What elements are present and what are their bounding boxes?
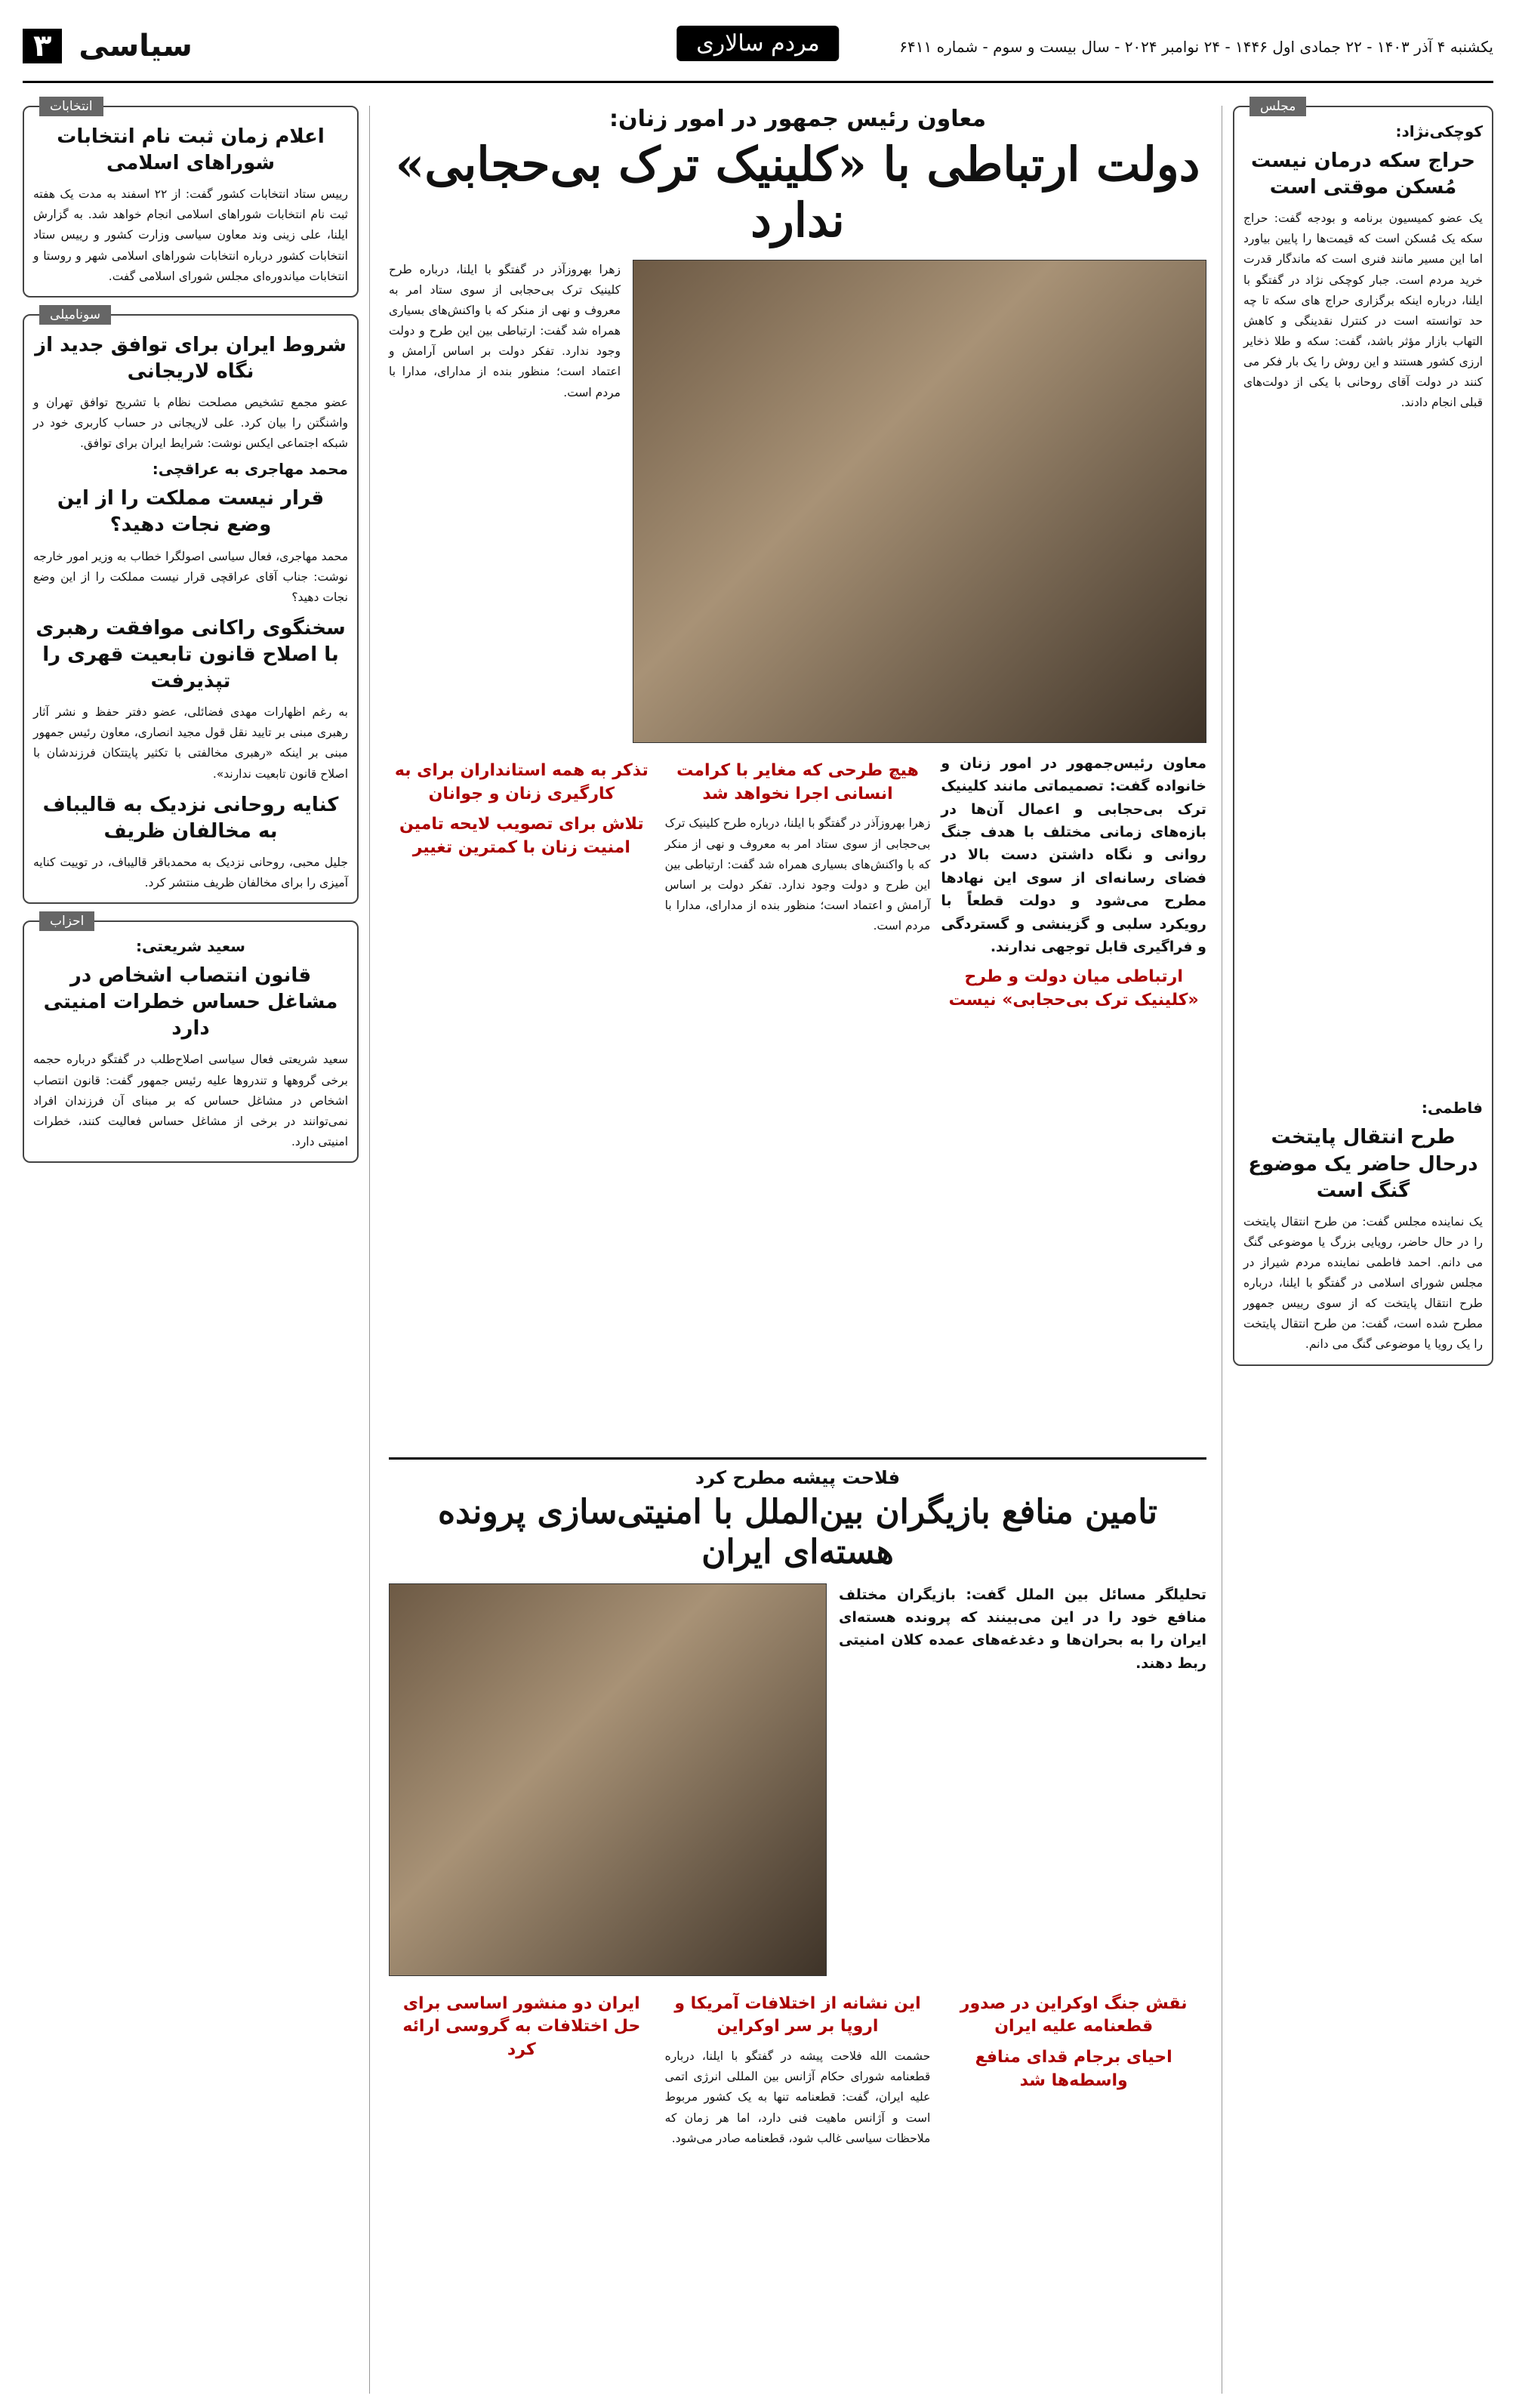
lead-headline[interactable]: دولت ارتباطی با «کلینیک ترک بی‌حجابی» ندارد xyxy=(395,137,1200,248)
newspaper-page xyxy=(23,15,1493,2394)
article-kicker: فلاحت پیشه مطرح کرد xyxy=(695,1467,901,1488)
article-title[interactable]: سخنگوی راکانی موافقت رهبری با اصلاح قانون تابعیت قهری را تپذیرفت xyxy=(35,616,346,693)
article-body: زهرا بهروزآذر در گفتگو با ایلنا، درباره طرح کلینیک ترک بی‌حجابی از سوی ستاد امر به معروف و نهی از منکر که با واکنش‌های بسیاری همراه شد گفت: ارتباطی بین این طرح و دولت وجود ندارد. تفکر دولت بر اساس آرامش و اعتماد است؛ منظور بنده از مدارای، مدارا با مردم است. xyxy=(664,816,931,933)
article-photo[interactable] xyxy=(389,1583,827,1976)
article-body: عضو مجمع تشخیص مصلحت نظام با تشریح توافق تهران و واشنگتن را بیان کرد. علی لاریجانی در حساب کاربری خود در شبکه اجتماعی ایکس نوشت: شرایط ایران برای توافق. xyxy=(33,396,348,451)
lead-columns xyxy=(389,752,1206,1020)
subheading: این نشانه از اختلافات آمریکا و اروپا بر سر اوکراین xyxy=(674,1993,921,2036)
article-body: به رغم اظهارات مهدی فضائلی، عضو دفتر حفظ و نشر آثار رهبری مبنی بر تایید نقل قول مجید انصاری، معاون رئیس جمهور مبنی بر اینکه «رهبری مخالفتی با تکثیر پایتتکان فرزندشان با اصلاح قانون تابعیت ندارند». xyxy=(33,705,348,781)
article-title[interactable]: اعلام زمان ثبت نام انتخابات شوراهای اسلامی xyxy=(57,125,325,175)
parties-box xyxy=(23,914,359,1163)
article-kicker: سعید شریعتی: xyxy=(136,937,245,956)
lead-kicker: معاون رئیس جمهور در امور زنان: xyxy=(609,106,987,132)
page-number: ۳ xyxy=(23,29,62,63)
subheading: تذکر به همه استانداران برای به کارگیری زنان و جوانان xyxy=(394,760,649,803)
main-column xyxy=(389,106,1206,2394)
tsunami-box xyxy=(23,307,359,904)
subheading: تلاش برای تصویب لایحه تامین امنیت زنان با کمترین تغییر xyxy=(399,815,644,858)
article-headline[interactable]: تامین منافع بازیگران بین‌الملل با امنیتی‌سازی پرونده هسته‌ای ایران xyxy=(438,1493,1157,1571)
article-body: یک نماینده مجلس گفت: من طرح انتقال پایتخت را در حال حاضر، رویایی بزرگ یا موضوعی گنگ می دانم. احمد فاطمی نماینده مردم شیراز در مجلس شورای اسلامی در گفتگو با ایلنا، درباره طرح انتقال پایتخت که از سوی رییس جمهور مطرح شده است، گفت: من طرح انتقال پایتخت را یک رویا یا موضوعی گنگ می دانم. xyxy=(1243,1214,1483,1352)
article-title[interactable]: قانون انتصاب اشخاص در مشاغل حساس خطرات امنیتی دارد xyxy=(43,964,338,1041)
subheading: هیچ طرحی که مغایر با کرامت انسانی اجرا نخواهد شد xyxy=(676,760,919,803)
right-column xyxy=(1222,99,1493,2394)
majlis-box xyxy=(1233,99,1493,1366)
article-title[interactable]: حراج سکه درمان نیست مُسکن موقتی است xyxy=(1251,150,1475,199)
elections-box xyxy=(23,99,359,298)
section-tag: احزاب xyxy=(39,911,94,931)
subheading: نقش جنگ اوکراین در صدور قطعنامه علیه ایران xyxy=(960,1993,1188,2036)
masthead xyxy=(23,15,1493,83)
second-top xyxy=(389,1583,1206,1976)
article-body: سعید شریعتی فعال سیاسی اصلاح‌طلب در گفتگو درباره حجمه برخی گروهها و تندروها علیه رئیس جمهور گفت: قانون انتصاب اشخاص در مشاغل حساس که بر مبنای آن فرزندان افراد نمی‌توانند در برخی از مشاغل حساس فعالیت کنند، خطرات امنیتی دارد. xyxy=(33,1053,348,1149)
article-kicker: کوچکی‌نژاد: xyxy=(1395,122,1483,140)
lead-photo[interactable] xyxy=(633,260,1206,743)
article-body: یک عضو کمیسیون برنامه و بودجه گفت: حراج سکه یک مُسکن است که قیمت‌ها را پایین بیاورد اما این مسیر مانند فنری است که ماندگار قدرت خرید مردم است. جبار کوچکی نژاد در گفتگو با ایلنا، درباره اینکه برگزاری حراج های سکه تا چه حد توانسته است در کنترل نقدینگی و کاهش التهاب بازار مؤثر باشد، گفت: سکه و طلا ذخایر ارزی کشور هستند و این روش را یک بار فکر می کنند در دولت آقای روحانی با یکی از دولت‌های قبلی انجام دادند. xyxy=(1243,211,1483,410)
article-body: محمد مهاجری، فعال سیاسی اصولگرا خطاب به وزیر امور خارجه نوشت: جناب آقای عراقچی قرار نیست مملکت را از این وضع نجات دهید؟ xyxy=(33,549,348,604)
article-body: جلیل محبی، روحانی نزدیک به محمدباقر قالیباف، در توییت کنایه آمیزی را برای مخالفان ظریف منتشر کرد. xyxy=(33,855,348,890)
subheading: ارتباطی میان دولت و طرح «کلینیک ترک بی‌حجابی» نیست xyxy=(948,967,1199,1010)
article-title[interactable]: قرار نیست مملکت را از این وضع نجات دهید؟ xyxy=(57,487,325,537)
article-kicker: فاطمی: xyxy=(1421,1099,1483,1118)
lead-body-top: زهرا بهروزآذر در گفتگو با ایلنا، درباره طرح کلینیک ترک بی‌حجابی از سوی ستاد امر به معروف و نهی از منکر که با واکنش‌های بسیاری همراه شد گفت: ارتباطی بین این طرح و دولت وجود ندارد. تفکر دولت بر اساس آرامش و اعتماد است؛ منظور بنده از مدارای، مدارا با مردم است. xyxy=(389,262,621,399)
section-title: سیاسی xyxy=(79,29,193,63)
section-tag: سونامیلی xyxy=(39,305,111,325)
section-label xyxy=(23,29,193,63)
article-kicker: محمد مهاجری به عراقچی: xyxy=(152,460,348,479)
article-title[interactable]: شروط ایران برای توافق جدید از نگاه لاریجانی xyxy=(35,333,347,383)
lead-summary: معاون رئیس‌جمهور در امور زنان و خانواده گفت: تصمیماتی مانند کلینیک ترک بی‌حجابی و اعمال آن‌ها در بازه‌های زمانی مختلف با هدف جنگ روانی و نگاه داشتن دست بالا در فضای رسانه‌ای از سوی این نهادها مطرح می‌شود و دولت قطعاً با رویکرد سلبی و گزینشی و گستردگی و فراگیری قابل توجهی ندارند. xyxy=(941,754,1206,955)
section-tag: مجلس xyxy=(1249,97,1306,116)
lead-summary: تحلیلگر مسائل بین الملل گفت: بازیگران مختلف منافع خود را در این می‌بینند که پرونده هسته‌ای ایران را به بحران‌ها و دغدغه‌های عمده کلان امنیتی ربط دهند. xyxy=(839,1586,1206,1672)
issue-date: یکشنبه ۴ آذر ۱۴۰۳ - ۲۲ جمادی اول ۱۴۴۶ - ۲۴ نوامبر ۲۰۲۴ - سال بیست و سوم - شماره ۶۴۱۱ xyxy=(899,38,1493,56)
section-tag: انتخابات xyxy=(39,97,103,116)
subheading: ایران دو منشور اساسی برای حل اختلافات به گروسی ارائه کرد xyxy=(402,1993,641,2060)
left-column xyxy=(23,99,370,2394)
article-title[interactable]: کنایه روحانی نزدیک به قالیباف به مخالفان ظریف xyxy=(42,793,339,843)
subheading: احیای برجام قدای منافع واسطه‌ها شد xyxy=(975,2048,1172,2090)
article-body: رییس ستاد انتخابات کشور گفت: از ۲۲ اسفند به مدت یک هفته ثبت نام انتخابات شوراهای اسلامی انجام خواهد شد. به گزارش ایلنا، علی زینی وند معاون سیاسی وزارت کشور و رییس ستاد انتخابات کشور درباره انتخابات شوراهای اسلامی شهر و روستا و انتخابات میاندوره‌ای مجلس شورای اسلامی گفت. xyxy=(33,187,348,283)
article-title[interactable]: طرح انتقال پایتخت درحال حاضر یک موضوع گنگ است xyxy=(1248,1126,1478,1202)
article-body: حشمت الله فلاحت پیشه در گفتگو با ایلنا، درباره قطعنامه شورای حکام آژانس بین المللی انرژی اتمی علیه ایران، گفت: قطعنامه تنها به یک کشور مربوط است و آژانس ماهیت فنی دارد، اما هر زمان که ملاحظات سیاسی غالب شود، قطعنامه صادر می‌شود. xyxy=(664,2049,931,2145)
newspaper-logo[interactable]: مردم سالاری xyxy=(676,26,839,61)
second-columns xyxy=(389,1985,1206,2149)
lead-top xyxy=(389,260,1206,743)
second-article xyxy=(389,1457,1206,2149)
